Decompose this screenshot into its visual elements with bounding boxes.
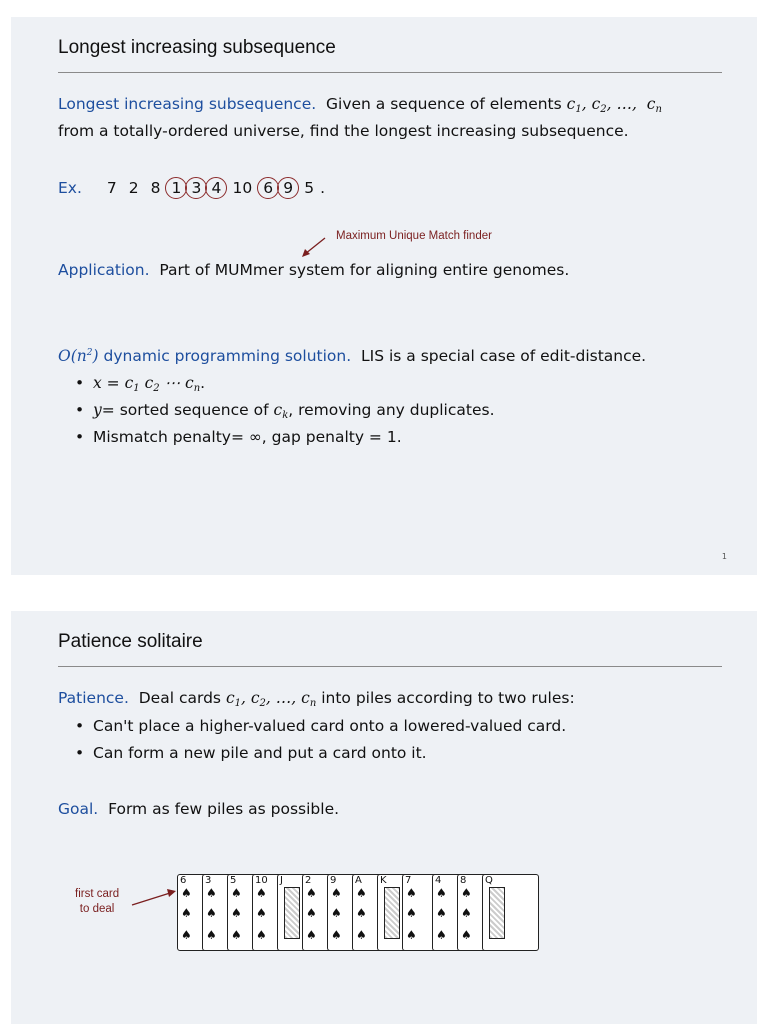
spade-icon: ♠ bbox=[206, 928, 217, 942]
card-rank: 5 bbox=[230, 875, 237, 886]
spade-icon: ♠ bbox=[181, 906, 192, 920]
spade-icon: ♠ bbox=[181, 886, 192, 900]
sequence-number: 8 bbox=[150, 179, 161, 197]
spade-icon: ♠ bbox=[461, 906, 472, 920]
sequence-notation: $c_1$, $c_2$, …, $c_n$ bbox=[566, 95, 662, 115]
spade-icon: ♠ bbox=[306, 928, 317, 942]
patience-bullets bbox=[73, 713, 566, 767]
definition-text-a: Given a sequence of elements bbox=[326, 95, 562, 113]
sequence-number-circled: 3 bbox=[185, 177, 207, 199]
spade-icon: ♠ bbox=[356, 886, 367, 900]
patience-bullet-1: • Can't place a higher-valued card onto a lowered-valued card. bbox=[73, 713, 566, 740]
dp-complexity: $O(n^2)$ bbox=[58, 347, 99, 365]
sequence-number: 10 bbox=[232, 179, 253, 197]
card-rank: 9 bbox=[330, 875, 337, 886]
spade-icon: ♠ bbox=[406, 886, 417, 900]
spade-icon: ♠ bbox=[306, 886, 317, 900]
spade-icon: ♠ bbox=[331, 906, 342, 920]
sequence-number: 7 bbox=[106, 179, 117, 197]
spade-icon: ♠ bbox=[306, 906, 317, 920]
example-label: Ex. bbox=[58, 179, 82, 197]
goal-term: Goal. bbox=[58, 800, 99, 818]
example-sequence bbox=[101, 179, 320, 197]
application-line bbox=[58, 257, 569, 284]
dp-bullet-2: • y= sorted sequence of $c_k$, removing any duplicates. bbox=[73, 397, 495, 424]
card-rank: Q bbox=[485, 875, 493, 886]
spade-icon: ♠ bbox=[256, 928, 267, 942]
spade-icon: ♠ bbox=[406, 906, 417, 920]
spade-icon: ♠ bbox=[331, 886, 342, 900]
patience-text-a: Deal cards bbox=[138, 689, 221, 707]
playing-card bbox=[482, 874, 539, 951]
definition-line-2: from a totally-ordered universe, find the longest increasing subsequence. bbox=[58, 122, 629, 140]
card-row bbox=[177, 874, 539, 951]
spade-icon: ♠ bbox=[206, 906, 217, 920]
slide-lis bbox=[11, 17, 757, 575]
spade-icon: ♠ bbox=[436, 906, 447, 920]
patience-text-b: into piles according to two rules: bbox=[321, 689, 575, 707]
spade-icon: ♠ bbox=[231, 886, 242, 900]
first-card-note: first card to deal bbox=[75, 888, 120, 915]
sequence-number-circled: 1 bbox=[165, 177, 187, 199]
card-rank: J bbox=[280, 875, 283, 886]
spade-icon: ♠ bbox=[256, 906, 267, 920]
spade-icon: ♠ bbox=[356, 906, 367, 920]
sequence-number-circled: 9 bbox=[277, 177, 299, 199]
card-rank: 2 bbox=[305, 875, 312, 886]
spade-icon: ♠ bbox=[461, 886, 472, 900]
sequence-number: 2 bbox=[128, 179, 139, 197]
dp-line bbox=[58, 340, 646, 370]
card-rank: 6 bbox=[180, 875, 187, 886]
card-rank: K bbox=[380, 875, 387, 886]
dp-bullet-3: • Mismatch penalty= ∞, gap penalty = 1. bbox=[73, 424, 495, 451]
mum-annotation: Maximum Unique Match finder bbox=[336, 230, 492, 242]
slide-title: Patience solitaire bbox=[58, 631, 203, 652]
spade-icon: ♠ bbox=[231, 928, 242, 942]
spade-icon: ♠ bbox=[461, 928, 472, 942]
example-end: . bbox=[320, 179, 326, 197]
spade-icon: ♠ bbox=[256, 886, 267, 900]
title-divider bbox=[58, 666, 722, 667]
slide-title: Longest increasing subsequence bbox=[58, 37, 336, 58]
goal-line bbox=[58, 796, 339, 823]
patience-term: Patience. bbox=[58, 689, 129, 707]
definition-term: Longest increasing subsequence. bbox=[58, 95, 317, 113]
spade-icon: ♠ bbox=[231, 906, 242, 920]
arrow-icon bbox=[130, 887, 178, 909]
face-card-icon bbox=[384, 887, 400, 939]
dp-bullets bbox=[73, 370, 495, 451]
card-rank: 3 bbox=[205, 875, 212, 886]
card-rank: 7 bbox=[405, 875, 412, 886]
card-rank: A bbox=[355, 875, 362, 886]
title-divider bbox=[58, 72, 722, 73]
spade-icon: ♠ bbox=[436, 886, 447, 900]
card-rank: 8 bbox=[460, 875, 467, 886]
dp-text: LIS is a special case of edit-distance. bbox=[361, 347, 647, 365]
spade-icon: ♠ bbox=[331, 928, 342, 942]
spade-icon: ♠ bbox=[181, 928, 192, 942]
dp-bullet-1: • $x = c_1$ $c_2$ ⋯ $c_n$. bbox=[73, 370, 495, 397]
spade-icon: ♠ bbox=[406, 928, 417, 942]
sequence-number-circled: 4 bbox=[205, 177, 227, 199]
face-card-icon bbox=[489, 887, 505, 939]
sequence-number: 5 bbox=[304, 179, 315, 197]
application-text: Part of MUMmer system for aligning entire genomes. bbox=[159, 261, 570, 279]
card-rank: 4 bbox=[435, 875, 442, 886]
cards-notation: $c_1$, $c_2$, …, $c_n$ bbox=[225, 689, 317, 709]
spade-icon: ♠ bbox=[436, 928, 447, 942]
spade-icon: ♠ bbox=[206, 886, 217, 900]
patience-bullet-2: • Can form a new pile and put a card onto it. bbox=[73, 740, 566, 767]
example-line bbox=[58, 175, 325, 202]
goal-text: Form as few piles as possible. bbox=[108, 800, 340, 818]
card-rank: 10 bbox=[255, 875, 268, 886]
dp-term: dynamic programming solution. bbox=[103, 347, 352, 365]
sequence-number-circled: 6 bbox=[257, 177, 279, 199]
page-number: 1 bbox=[721, 552, 727, 561]
arrow-icon bbox=[299, 235, 329, 259]
spade-icon: ♠ bbox=[356, 928, 367, 942]
face-card-icon bbox=[284, 887, 300, 939]
application-term: Application. bbox=[58, 261, 150, 279]
slide-patience bbox=[11, 611, 757, 1024]
